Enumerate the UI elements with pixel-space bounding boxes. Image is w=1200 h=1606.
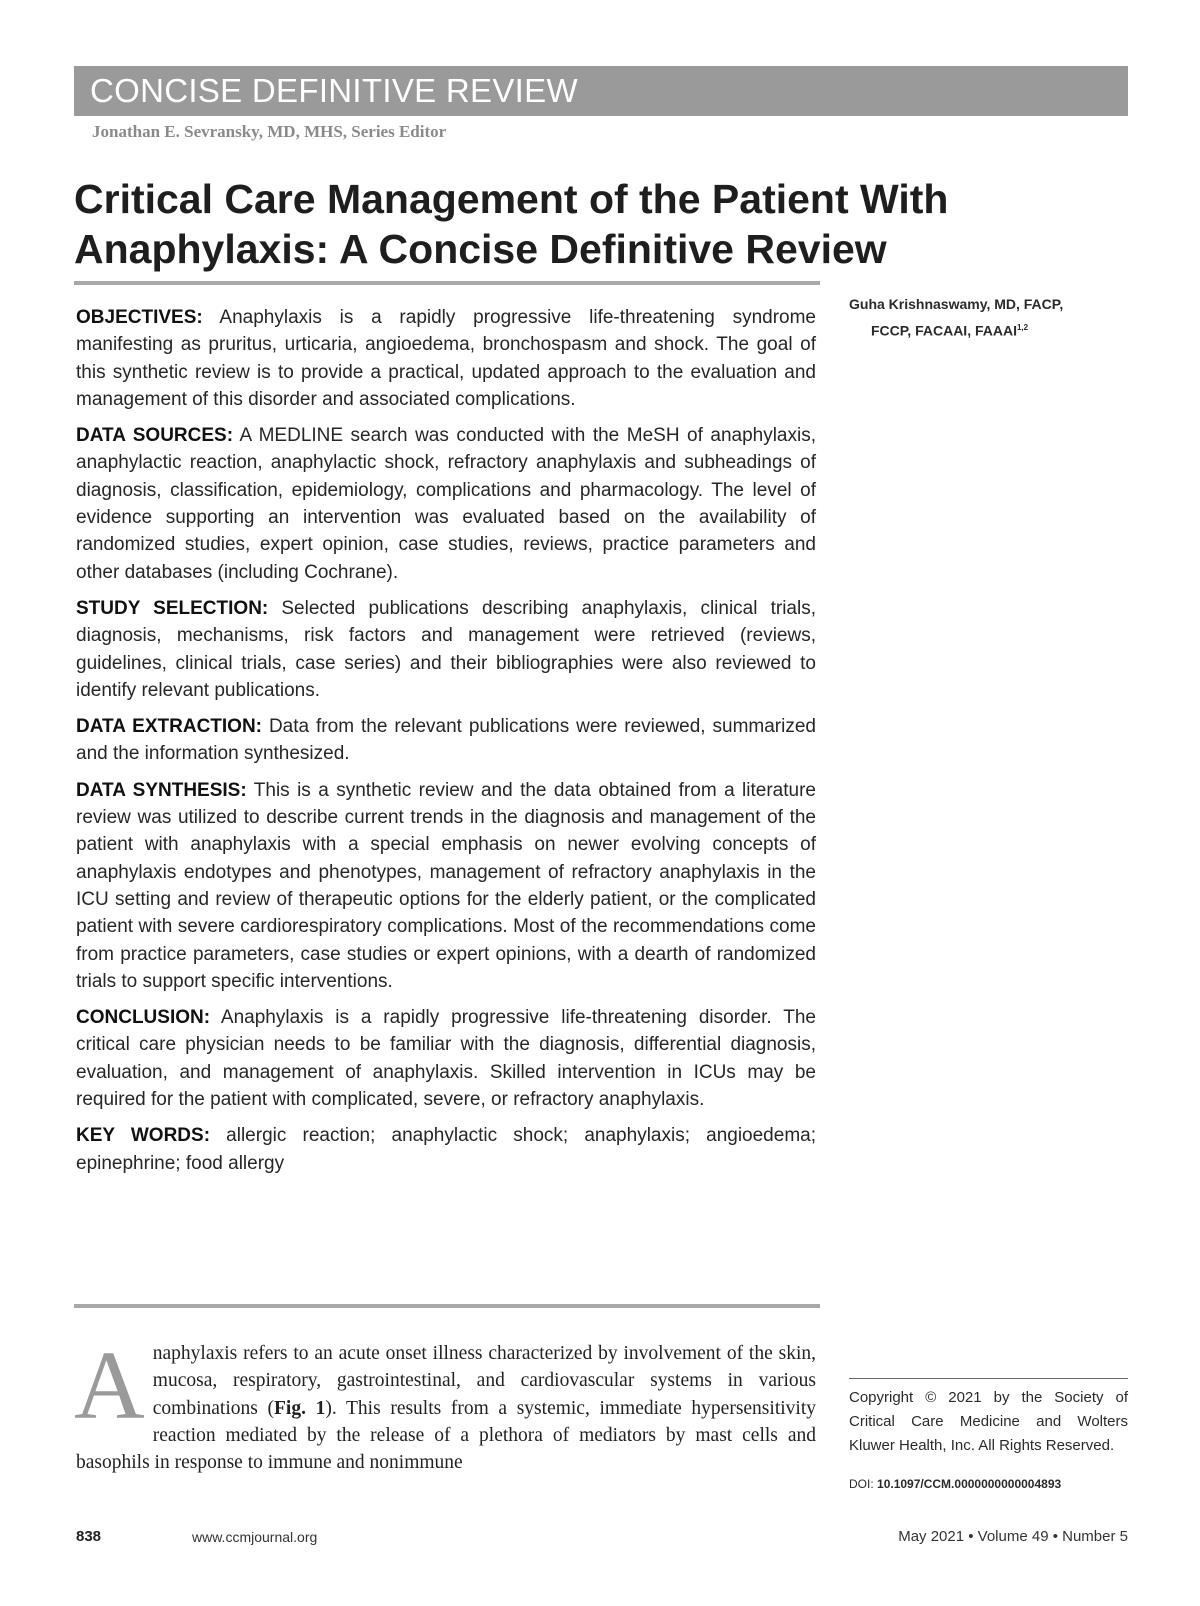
abstract-label: STUDY SELECTION: [76,597,269,619]
abstract-label: KEY WORDS: [76,1125,211,1147]
copyright-divider [849,1378,1128,1379]
abstract-text: This is a synthetic review and the data obtained from a literature review was utilized to describe current trends in the diagnosis and management of the patient with anaphylaxis with a special emphasis on newer evolving concepts of anaphylaxis endotypes and phenotypes, management of refractory anaphylaxis in the ICU setting and review of therapeutic options for the elderly patient, or the complicated patient with severe cardiorespiratory complications. Most of the recommendations come from practice parameters, case studies or expert opinions, with a dearth of randomized trials to support specific interventions. [76,779,816,992]
abstract-label: CONCLUSION: [76,1007,211,1029]
abstract-label: DATA SYNTHESIS: [76,779,247,801]
issue-info: May 2021 • Volume 49 • Number 5 [898,1528,1128,1545]
figure-reference[interactable]: Fig. 1 [274,1397,326,1419]
body-paragraph [74,1332,816,1476]
page-number: 838 [76,1528,102,1545]
doi [849,1477,1139,1491]
body-text-part2: ). This results from a systemic, immediate hypersensitivity reaction mediated by the release of a plethora of mediators by mast cells and basophils in response to immune and nonimmune [76,1397,816,1474]
doi-label: DOI: [849,1477,874,1491]
abstract-text: Anaphylaxis is a rapidly progressive life-threatening syndrome manifesting as pruritus, urticaria, angioedema, bronchospasm and shock. The goal of this synthetic review is to provide a practical, updated approach to the evaluation and management of this disorder and associated complications. [76,307,816,410]
abstract-study-selection [76,595,816,704]
abstract-text: Selected publications describing anaphylaxis, clinical trials, diagnosis, mechanisms, risk factors and management were retrieved (reviews, guidelines, clinical trials, case series) and their bibliographies were also reviewed to identify relevant publications. [76,597,816,701]
divider-top [74,281,820,285]
author-line-2-wrap [849,316,1129,343]
abstract-key-words [76,1122,816,1177]
abstract-data-sources [76,422,816,586]
article-title: Critical Care Management of the Patient With Anaphylaxis: A Concise Definitive Review [74,176,949,272]
author-line-1: Guha Krishnaswamy, MD, FACP, [849,296,1064,312]
abstract [76,304,816,1186]
abstract-data-synthesis [76,777,816,995]
drop-cap: A [74,1332,145,1440]
abstract-text: Data from the relevant publications were reviewed, summarized and the information synthesized. [76,716,816,765]
abstract-data-extraction [76,713,816,768]
abstract-text: Anaphylaxis is a rapidly progressive life-threatening disorder. The critical care physician needs to be familiar with the diagnosis, differential diagnosis, evaluation, and management of anaphylaxis. Skilled intervention in ICUs may be required for the patient with complicated, severe, or refractory anaphylaxis. [76,1007,816,1111]
divider-bottom [74,1304,820,1308]
doi-value[interactable]: 10.1097/CCM.0000000000004893 [877,1477,1062,1491]
journal-url[interactable]: www.ccmjournal.org [192,1529,318,1545]
abstract-text: allergic reaction; anaphylactic shock; anaphylaxis; angioedema; epinephrine; food allergy [76,1125,816,1174]
author-block [849,292,1129,343]
abstract-text: A MEDLINE search was conducted with the MeSH of anaphylaxis, anaphylactic reaction, anaphylactic shock, refractory anaphylaxis and subheadings of diagnosis, classification, epidemiology, complications and pharmacology. The level of evidence supporting an intervention was evaluated based on the availability of randomized studies, expert opinion, case studies, reviews, practice parameters and other databases (including Cochrane). [76,425,816,583]
author-line-2: FCCP, FACAAI, FAAAI [871,322,1017,339]
body-text-part1: naphylaxis refers to an acute onset illness characterized by involvement of the skin, mucosa, respiratory, gastrointestinal, and cardiovascular systems in various combinations ( [152,1343,816,1419]
series-editor: Jonathan E. Sevransky, MD, MHS, Series Editor [92,122,447,141]
abstract-label: OBJECTIVES: [76,307,203,328]
section-banner: CONCISE DEFINITIVE REVIEW [74,66,1128,116]
abstract-label: DATA EXTRACTION: [76,716,263,738]
abstract-conclusion [76,1004,816,1113]
abstract-objectives [76,304,816,413]
author-affiliation: 1,2 [1016,323,1029,332]
abstract-label: DATA SOURCES: [76,425,234,447]
copyright-notice: Copyright © 2021 by the Society of Critical Care Medicine and Wolters Kluwer Health, Inc. All Rights Reserved. [849,1389,1128,1454]
